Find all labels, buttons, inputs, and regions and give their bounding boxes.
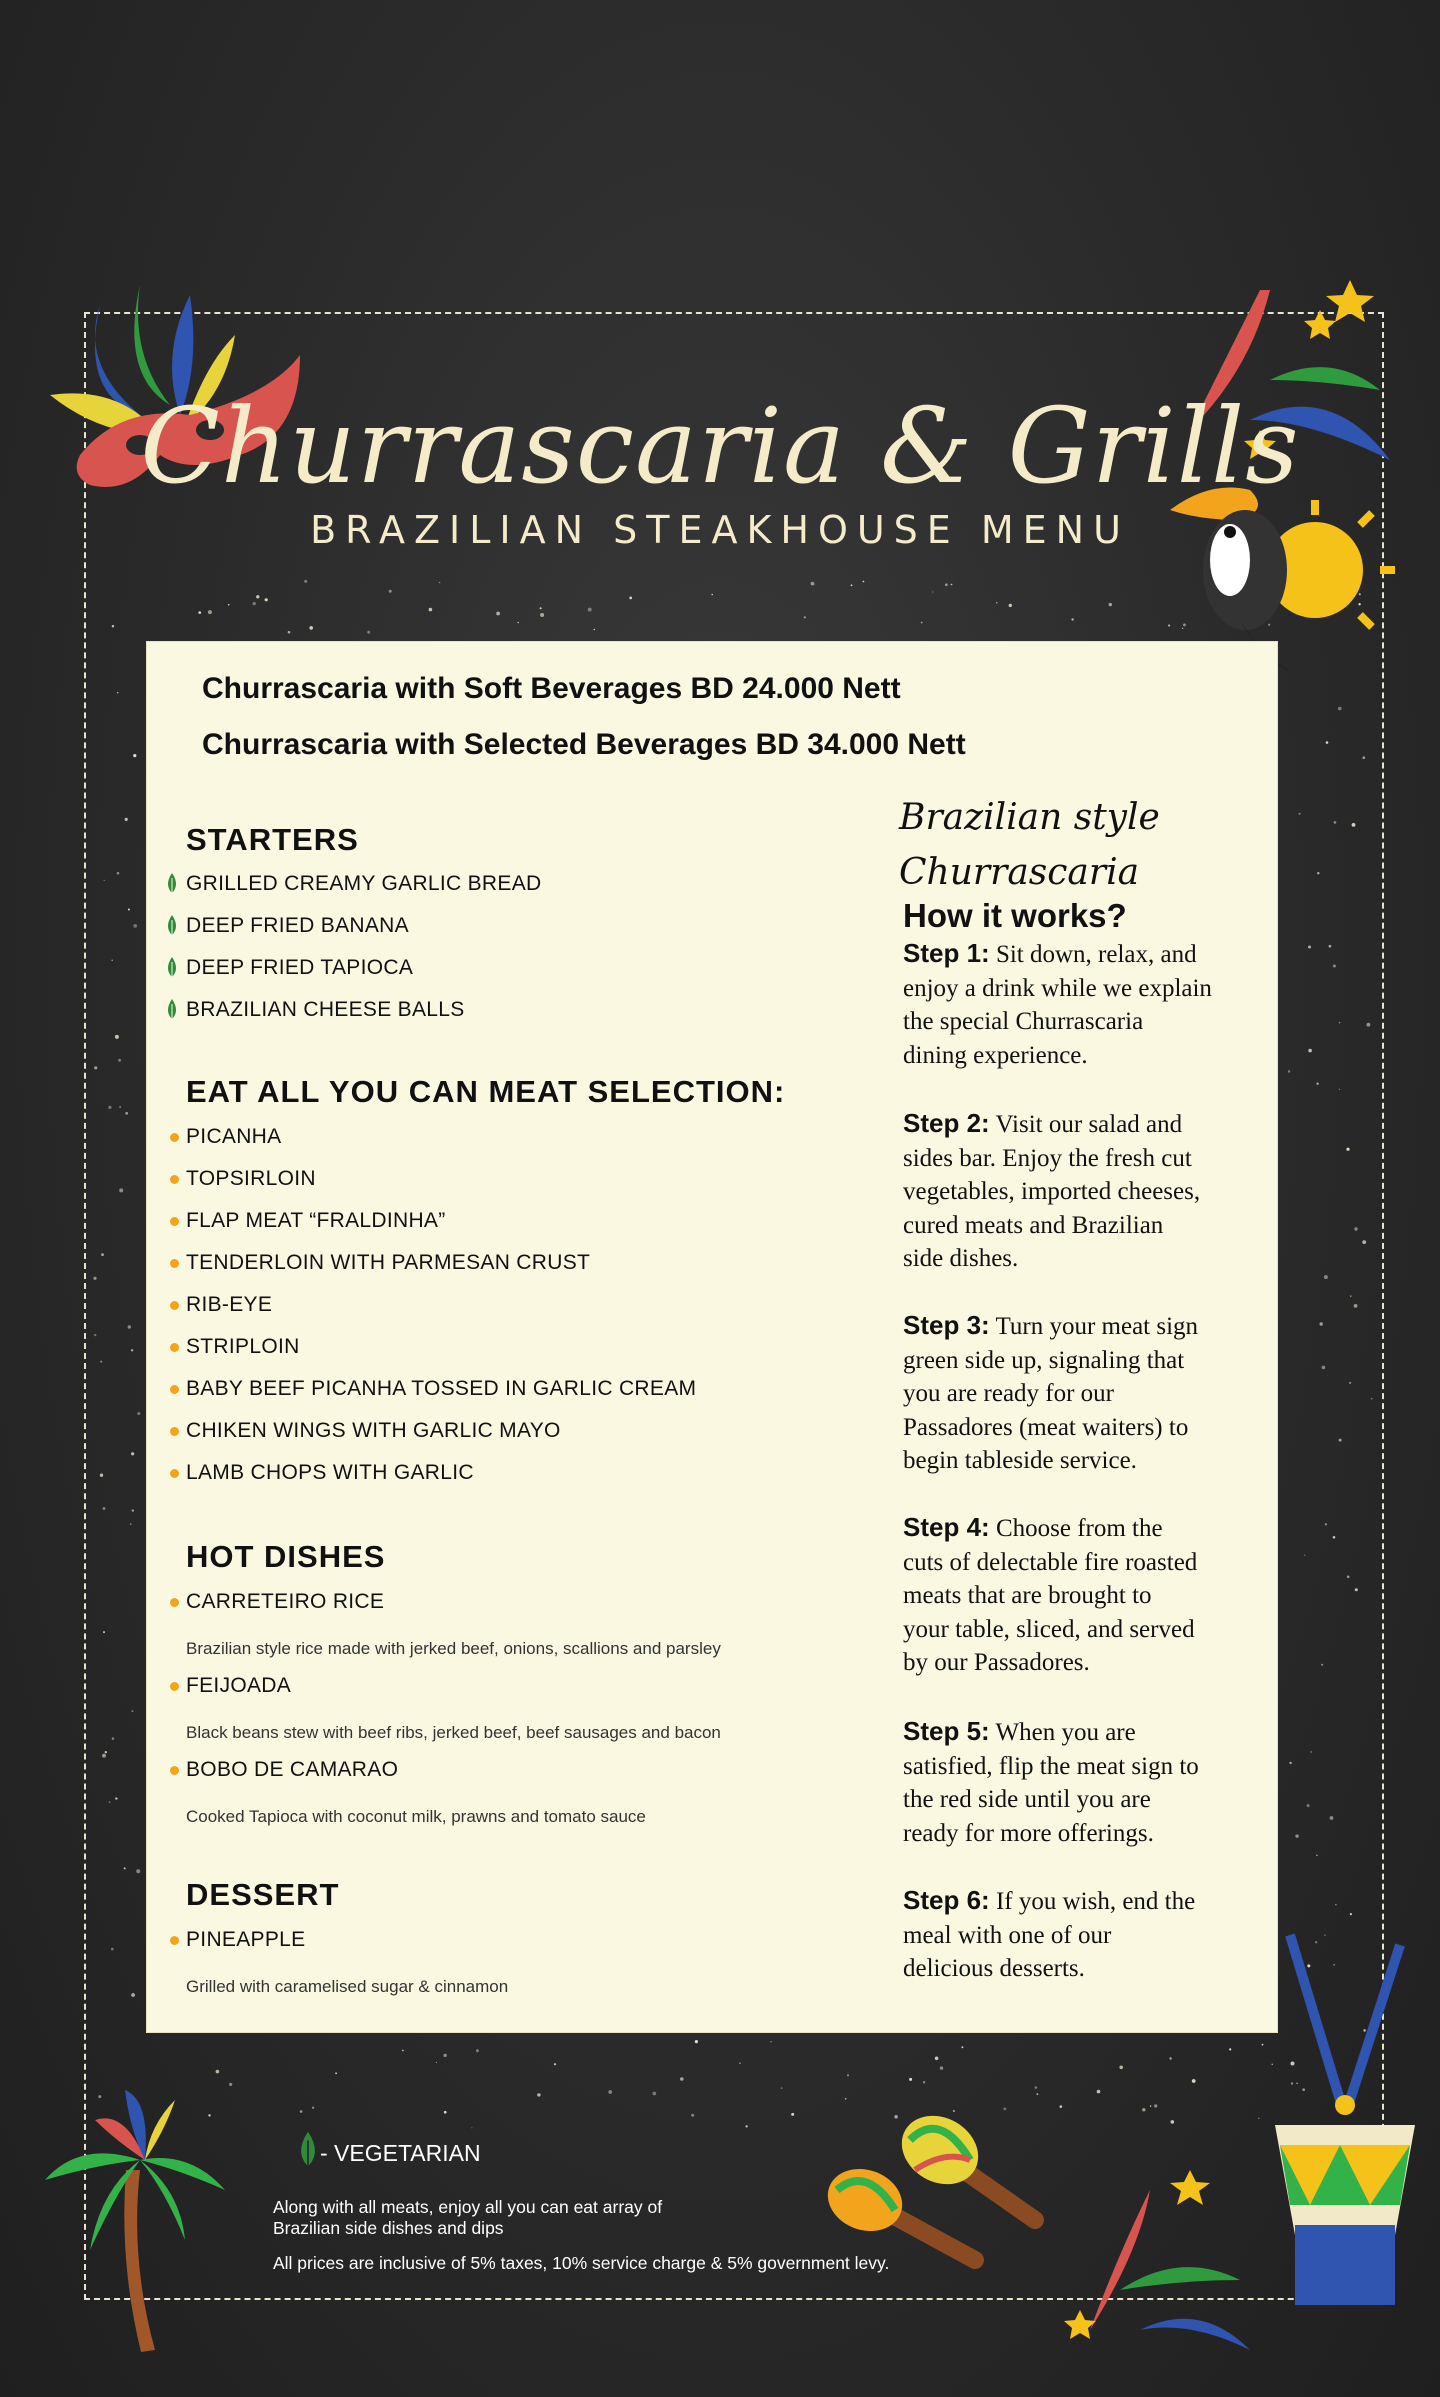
- how-it-works-title: How it works?: [903, 897, 1127, 934]
- step-line: the red side until you are: [903, 1786, 1151, 1813]
- step-line: begin tableside service.: [903, 1447, 1137, 1474]
- step-label: Step 4:: [903, 1512, 990, 1542]
- bullet-dot-icon: [170, 1427, 179, 1436]
- footnote-sides: [273, 2197, 662, 2239]
- bullet-dot-icon: [170, 1217, 179, 1226]
- step-line: dining experience.: [903, 1041, 1088, 1069]
- bullet-dot-icon: [170, 1175, 179, 1184]
- step-line: cuts of delectable fire roasted: [903, 1548, 1198, 1576]
- step-line: enjoy a drink while we explain: [903, 974, 1212, 1002]
- menu-subtitle: BRAZILIAN STEAKHOUSE MENU: [310, 508, 1130, 552]
- bullet-dot-icon: [170, 1936, 179, 1945]
- hot-dish-description: Brazilian style rice made with jerked beef, onions, scallions and parsley: [186, 1639, 721, 1658]
- hot-dish-description: Cooked Tapioca with coconut milk, prawns and tomato sauce: [186, 1807, 646, 1826]
- meat-item: [186, 1209, 446, 1233]
- meat-item: [186, 1293, 272, 1317]
- starter-item-label: GRILLED CREAMY GARLIC BREAD: [186, 872, 542, 895]
- step-label: Step 3:: [903, 1310, 990, 1340]
- meat-item-label: RIB-EYE: [186, 1293, 273, 1316]
- meat-item-label: TOPSIRLOIN: [186, 1167, 316, 1190]
- bullet-dot-icon: [170, 1469, 179, 1478]
- step-5: [903, 1715, 1258, 1850]
- step-line: meal with one of our: [903, 1921, 1112, 1949]
- step-line: the special Churrascaria: [903, 1008, 1144, 1035]
- starter-item: [186, 956, 413, 980]
- starter-item-label: DEEP FRIED BANANA: [186, 914, 409, 937]
- palm-tree-icon: [35, 2060, 235, 2360]
- hot-dish-item: [186, 1674, 291, 1698]
- step-3: [903, 1309, 1258, 1478]
- step-line: Passadores (meat waiters) to: [903, 1413, 1189, 1441]
- how-script-line2: Churrascaria: [899, 852, 1140, 893]
- step-2: [903, 1107, 1258, 1276]
- starter-item-label: DEEP FRIED TAPIOCA: [186, 956, 414, 979]
- meat-item-label: CHIKEN WINGS WITH GARLIC MAYO: [186, 1419, 561, 1442]
- starters-title: STARTERS: [186, 822, 359, 857]
- meat-item: [186, 1251, 590, 1275]
- step-line: When you are: [995, 1719, 1136, 1746]
- step-line: sides bar. Enjoy the fresh cut: [903, 1144, 1192, 1172]
- meat-item-label: TENDERLOIN WITH PARMESAN CRUST: [186, 1251, 591, 1274]
- step-line: cured meats and Brazilian: [903, 1211, 1164, 1239]
- step-label: Step 5:: [903, 1716, 990, 1746]
- step-6: [903, 1884, 1258, 1986]
- dessert-description: Grilled with caramelised sugar & cinnamon: [186, 1977, 509, 1996]
- dessert-item: [186, 1928, 305, 1952]
- how-script-line1: Brazilian style: [899, 797, 1160, 838]
- meat-item: [186, 1125, 281, 1149]
- starter-item: [186, 998, 465, 1022]
- bullet-dot-icon: [170, 1766, 179, 1775]
- step-label: Step 2:: [903, 1108, 990, 1138]
- footnote-sides-line1: Along with all meats, enjoy all you can eat array of: [273, 2197, 663, 2217]
- step-line: ready for more offerings.: [903, 1819, 1154, 1847]
- step-line: delicious desserts.: [903, 1955, 1085, 1982]
- step-4: [903, 1511, 1258, 1680]
- step-line: green side up, signaling that: [903, 1346, 1185, 1374]
- step-line: Visit our salad and: [995, 1111, 1183, 1138]
- meat-item-label: PICANHA: [186, 1125, 282, 1148]
- drum-icon: [1270, 1925, 1420, 2325]
- hot-dish-name: BOBO DE CAMARAO: [186, 1758, 399, 1781]
- bullet-dot-icon: [170, 1682, 179, 1691]
- starter-item: [186, 914, 409, 938]
- starter-item: [186, 872, 541, 896]
- meat-item-label: BABY BEEF PICANHA TOSSED IN GARLIC CREAM: [186, 1377, 697, 1400]
- footnote-taxes: All prices are inclusive of 5% taxes, 10% service charge & 5% government levy.: [273, 2253, 890, 2273]
- dessert-name: PINEAPPLE: [186, 1928, 306, 1951]
- vegetarian-leaf-icon: [164, 956, 180, 978]
- bullet-dot-icon: [170, 1301, 179, 1310]
- meat-item: [186, 1461, 474, 1485]
- hot-dish-item: [186, 1758, 398, 1782]
- vegetarian-leaf-icon: [164, 872, 180, 894]
- bullet-dot-icon: [170, 1343, 179, 1352]
- step-line: you are ready for our: [903, 1380, 1115, 1407]
- step-line: vegetables, imported cheeses,: [903, 1178, 1201, 1205]
- step-line: Turn your meat sign: [995, 1313, 1199, 1340]
- price-selected-beverages: Churrascaria with Selected Beverages BD 34.000 Nett: [202, 728, 966, 761]
- starter-item-label: BRAZILIAN CHEESE BALLS: [186, 998, 465, 1021]
- vegetarian-leaf-icon: [164, 914, 180, 936]
- stars-leaves-icon: [1040, 2160, 1260, 2360]
- step-line: by our Passadores.: [903, 1649, 1090, 1676]
- step-line: Choose from the: [995, 1515, 1163, 1542]
- meat-item: [186, 1377, 696, 1401]
- hot-dish-description: Black beans stew with beef ribs, jerked beef, beef sausages and bacon: [186, 1723, 721, 1742]
- step-line: satisfied, flip the meat sign to: [903, 1752, 1199, 1780]
- bullet-dot-icon: [170, 1133, 179, 1142]
- step-line: Sit down, relax, and: [995, 941, 1197, 968]
- meat-item: [186, 1167, 316, 1191]
- step-line: your table, sliced, and served: [903, 1615, 1195, 1643]
- hot-dish-name: FEIJOADA: [186, 1674, 292, 1697]
- vegetarian-leaf-icon: [164, 998, 180, 1020]
- hot-dish-name: CARRETEIRO RICE: [186, 1590, 385, 1613]
- menu-title: Churrascaria & Grills: [140, 385, 1300, 507]
- bullet-dot-icon: [170, 1385, 179, 1394]
- footnote-sides-line2: Brazilian side dishes and dips: [273, 2218, 504, 2238]
- meat-item: [186, 1335, 300, 1359]
- price-soft-beverages: Churrascaria with Soft Beverages BD 24.000 Nett: [202, 672, 901, 705]
- meat-item-label: STRIPLOIN: [186, 1335, 300, 1358]
- vegetarian-legend: - VEGETARIAN: [320, 2140, 481, 2166]
- step-1: [903, 937, 1258, 1072]
- meat-item: [186, 1419, 561, 1443]
- bullet-dot-icon: [170, 1259, 179, 1268]
- meat-selection-title: EAT ALL YOU CAN MEAT SELECTION:: [186, 1074, 786, 1109]
- step-label: Step 6:: [903, 1885, 990, 1915]
- hot-dishes-title: HOT DISHES: [186, 1539, 386, 1574]
- meat-item-label: LAMB CHOPS WITH GARLIC: [186, 1461, 474, 1484]
- bullet-dot-icon: [170, 1598, 179, 1607]
- step-line: If you wish, end the: [995, 1888, 1196, 1915]
- menu-card: [147, 642, 1277, 2032]
- dessert-title: DESSERT: [186, 1877, 340, 1912]
- meat-item-label: FLAP MEAT “FRALDINHA”: [186, 1209, 446, 1232]
- step-line: side dishes.: [903, 1245, 1019, 1272]
- hot-dish-item: [186, 1590, 384, 1614]
- step-line: meats that are brought to: [903, 1582, 1152, 1609]
- step-label: Step 1:: [903, 938, 990, 968]
